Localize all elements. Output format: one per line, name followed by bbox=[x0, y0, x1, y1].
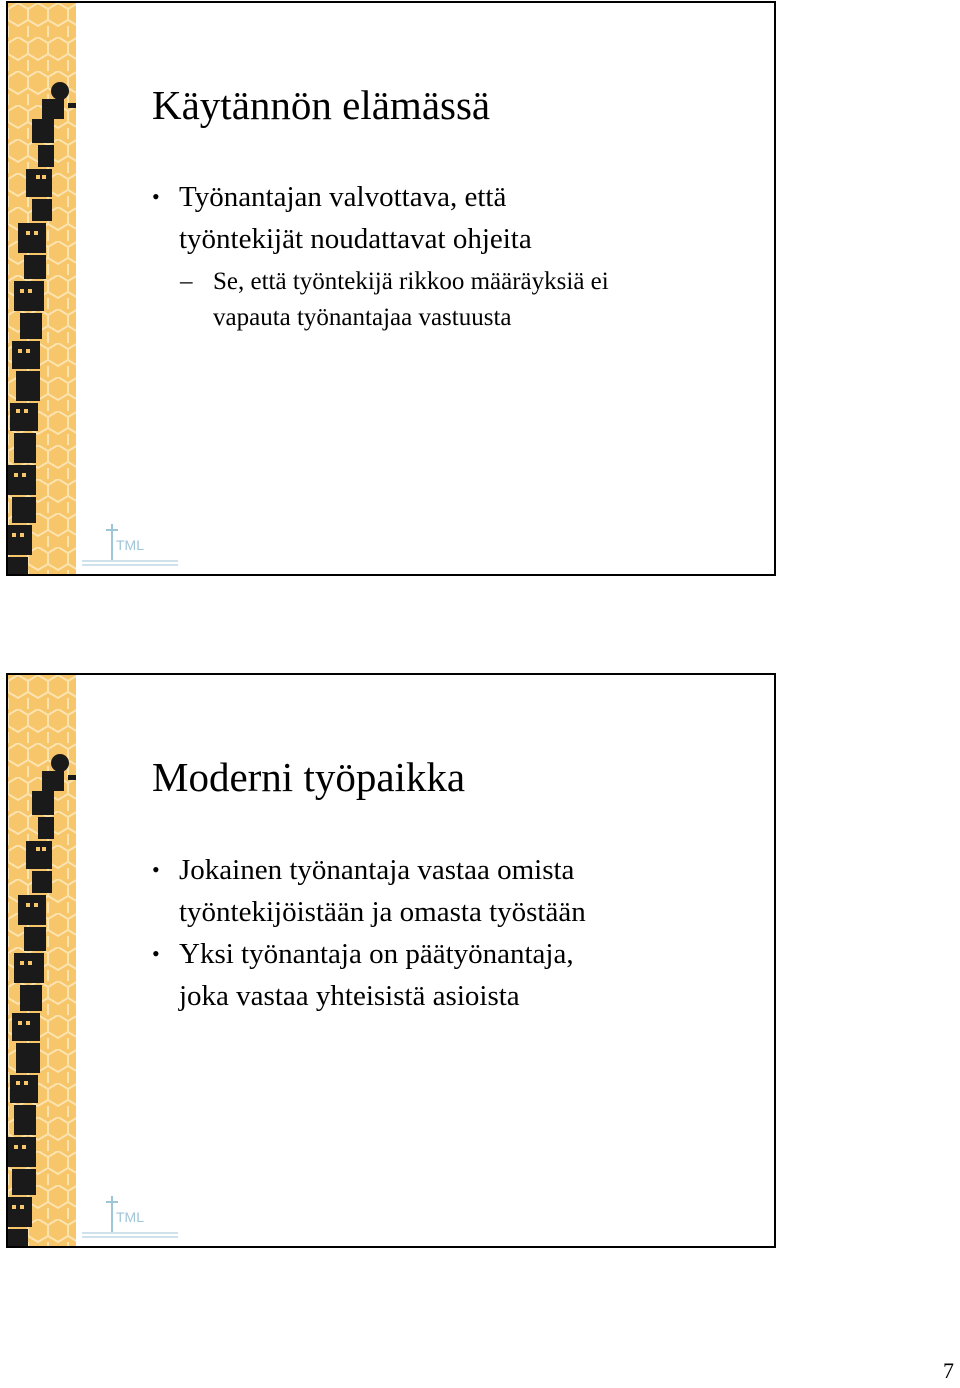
bullet-item bbox=[150, 176, 750, 260]
slide-title: Moderni työpaikka bbox=[152, 754, 466, 800]
bullet-dot: • bbox=[152, 857, 160, 882]
bullet-line: Se, että työntekijä rikkoo määräyksiä ei bbox=[213, 268, 609, 295]
svg-text:TML: TML bbox=[116, 537, 144, 553]
bullet-line: vapauta työnantajaa vastuusta bbox=[213, 304, 512, 331]
honeycomb-strip bbox=[8, 675, 76, 1246]
tml-logo bbox=[82, 1192, 182, 1242]
slide-title: Käytännön elämässä bbox=[152, 82, 491, 128]
bullet-item bbox=[150, 849, 750, 933]
page-number: 7 bbox=[943, 1358, 954, 1383]
sub-bullet-dash: – bbox=[180, 268, 193, 295]
bullet-line: Jokainen työnantaja vastaa omista bbox=[179, 854, 575, 886]
svg-text:TML: TML bbox=[116, 1209, 144, 1225]
bullet-list bbox=[150, 176, 750, 336]
honeycomb-strip bbox=[8, 3, 76, 574]
bullet-line: työntekijät noudattavat ohjeita bbox=[179, 223, 532, 255]
bullet-line: joka vastaa yhteisistä asioista bbox=[179, 980, 520, 1012]
bullet-line: Työnantajan valvottava, että bbox=[179, 181, 507, 213]
bullet-dot: • bbox=[152, 941, 160, 966]
bullet-item bbox=[150, 933, 750, 1017]
honeycomb-pattern bbox=[8, 3, 76, 576]
bullet-line: työntekijöistään ja omasta työstään bbox=[179, 896, 586, 928]
tml-logo bbox=[82, 520, 182, 570]
bullet-list bbox=[150, 849, 750, 1017]
bullet-dot: • bbox=[152, 184, 160, 209]
sub-bullet-item bbox=[150, 264, 750, 336]
bullet-line: Yksi työnantaja on päätyönantaja, bbox=[179, 938, 574, 970]
honeycomb-pattern bbox=[8, 675, 76, 1248]
